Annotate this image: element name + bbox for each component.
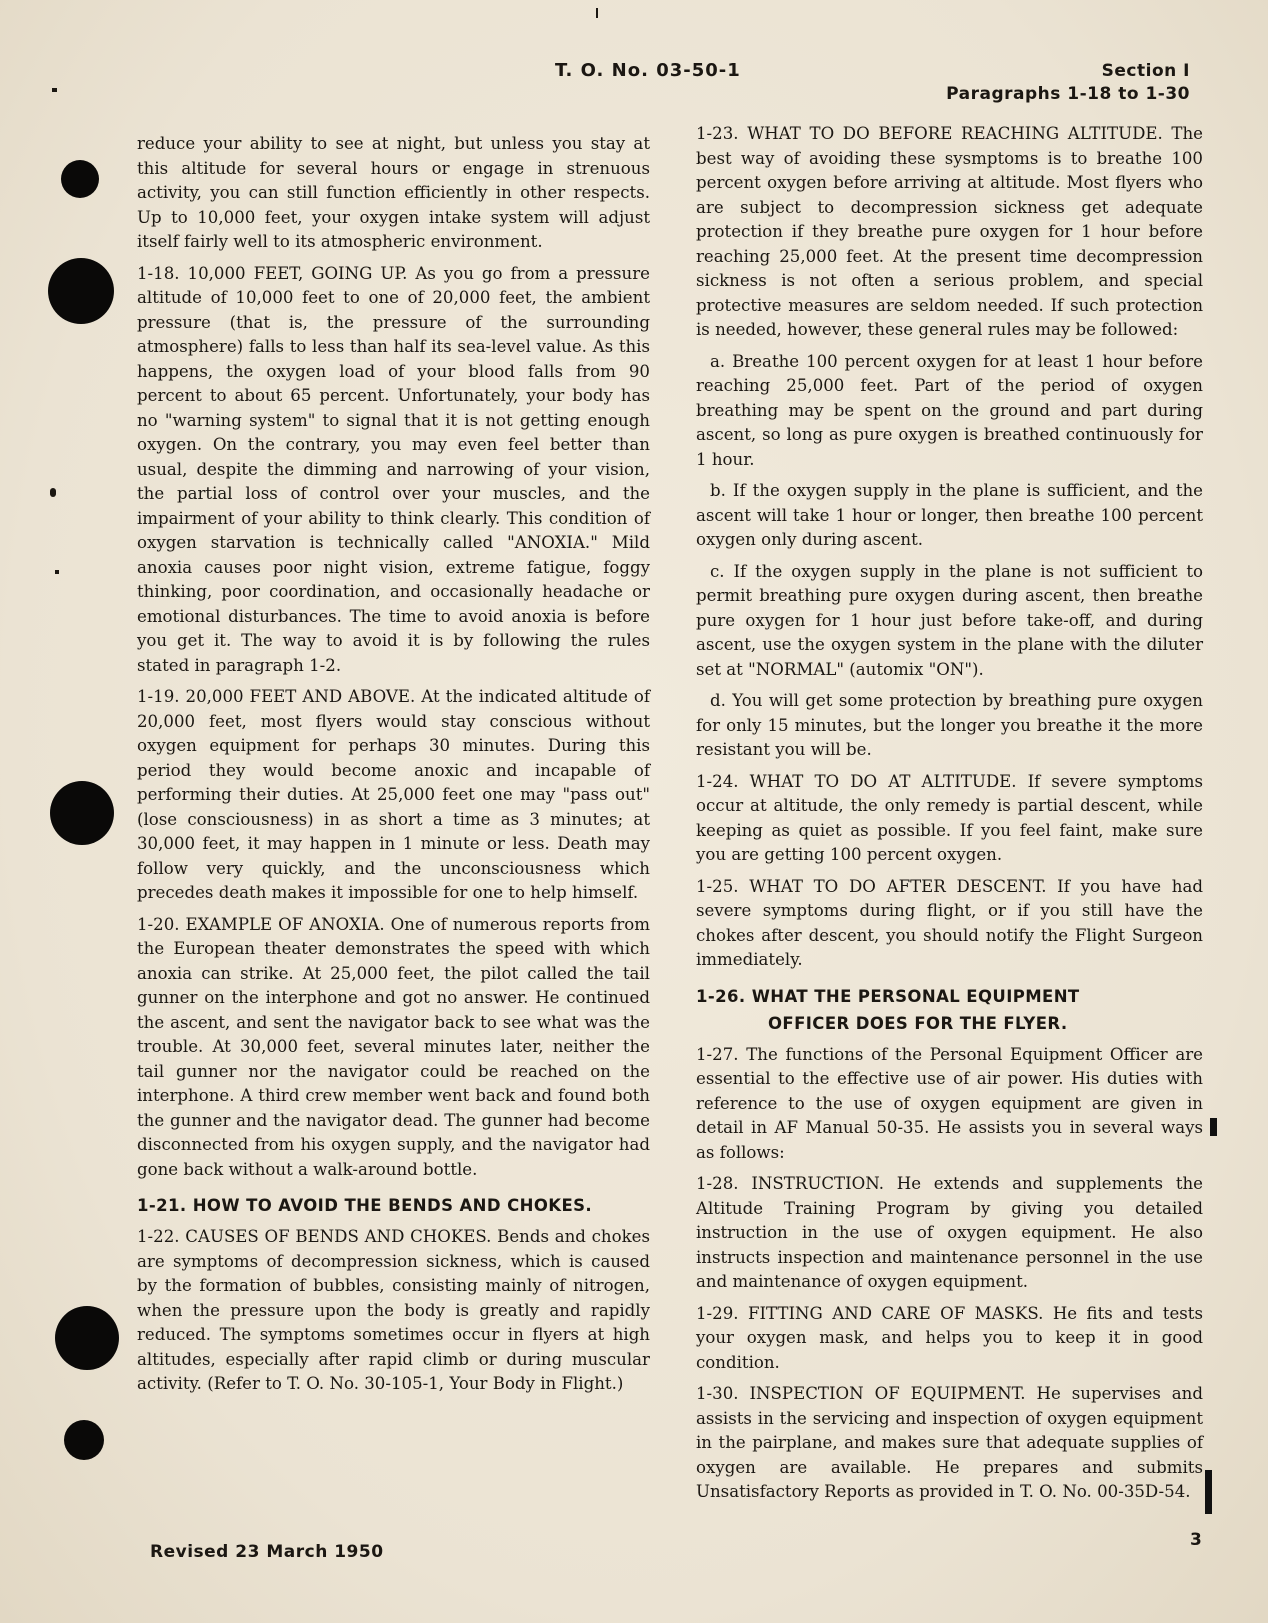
revision-date: Revised 23 March 1950 xyxy=(150,1542,384,1562)
paragraph-1-29: 1-29. FITTING AND CARE OF MASKS. He fits and tests your oxygen mask, and helps you to keep it in good condition. xyxy=(696,1303,1203,1372)
paragraph-1-23: 1-23. WHAT TO DO BEFORE REACHING ALTITUDE. The best way of avoiding these sysmptoms is to breathe 100 percent oxygen before arriving at altitude. Most flyers who are subject to decompression sickness get adequate protection if they breathe pure oxygen for 1 hour before reaching 25,000 feet. At the present time decompression sickness is not often a serious problem, and special protective measures are seldom needed. If such protection is needed, however, these general rules may be followed: xyxy=(696,124,1203,339)
binder-hole xyxy=(48,258,114,324)
scan-speck xyxy=(596,8,598,18)
rule-b: b. If the oxygen supply in the plane is sufficient, and the ascent will take 1 hour or longer, then breathe 100 percent oxygen only during ascent. xyxy=(696,481,1203,549)
paragraph-range: Paragraphs 1-18 to 1-30 xyxy=(946,84,1190,104)
section-header xyxy=(946,60,1190,106)
left-column xyxy=(137,132,650,1404)
scan-speck xyxy=(52,88,57,92)
right-column xyxy=(696,122,1203,1512)
paragraph-1-27: 1-27. The functions of the Personal Equipment Officer are essential to the effective use of air power. His duties with reference to the use of oxygen equipment are given in detail in AF Manual 50-35. He assists you in several ways as follows: xyxy=(696,1044,1203,1162)
paragraph-continued: reduce your ability to see at night, but unless you stay at this altitude for several hours or engage in strenuous activity, you can still function efficiently in other respects. Up to 10,000 feet, your oxygen intake system will adjust itself fairly well to its atmospheric environment. xyxy=(137,134,650,251)
scan-speck xyxy=(50,488,56,497)
change-bar xyxy=(1205,1470,1212,1514)
rule-c: c. If the oxygen supply in the plane is not sufficient to permit breathing pure oxygen during ascent, then breathe pure oxygen for 1 hour just before take-off, and during ascent, use the oxygen system in the plane with the diluter set at "NORMAL" (automix "ON"). xyxy=(696,561,1203,679)
paragraph-1-18: 1-18. 10,000 FEET, GOING UP. As you go from a pressure altitude of 10,000 feet to one of 20,000 feet, the ambient pressure (that is, the pressure of the surrounding atmosphere) falls to less than half its sea-level value. As this happens, the oxygen load of your blood falls from 90 percent to about 65 percent. Unfortunately, your body has no "warning system" to signal that it is not getting enough oxygen. On the contrary, you may even feel better than usual, despite the dimming and narrowing of your vision, the partial loss of control over your muscles, and the impairment of your ability to think clearly. This condition of oxygen starvation is technically called "ANOXIA." Mild anoxia causes poor night vision, extreme fatigue, foggy thinking, poor coordination, and occasionally headache or emotional disturbances. The time to avoid anoxia is before you get it. The way to avoid it is by following the rules stated in paragraph 1-2. xyxy=(137,263,650,675)
binder-hole xyxy=(61,160,99,198)
rule-d: d. You will get some protection by breathing pure oxygen for only 15 minutes, but the longer you breathe it the more resistant you will be. xyxy=(696,691,1203,759)
heading-1-26-line1: 1-26. WHAT THE PERSONAL EQUIPMENT xyxy=(696,986,1080,1006)
paragraph-1-19: 1-19. 20,000 FEET AND ABOVE. At the indicated altitude of 20,000 feet, most flyers would stay conscious without oxygen equipment for perhaps 30 minutes. During this period they would become anoxic and incapable of performing their duties. At 25,000 feet one may "pass out" (lose consciousness) in as short a time as 3 minutes; at 30,000 feet, it may happen in 1 minute or less. Death may follow very quickly, and the unconsciousness which precedes death makes it impossible for one to help himself. xyxy=(137,687,650,902)
paragraph-1-20: 1-20. EXAMPLE OF ANOXIA. One of numerous reports from the European theater demonstrates the speed with which anoxia can strike. At 25,000 feet, the pilot called the tail gunner on the interphone and got no answer. He continued the ascent, and sent the navigator back to see what was the trouble. At 30,000 feet, several minutes later, neither the tail gunner nor the navigator could be reached on the interphone. A third crew member went back and found both the gunner and the navigator dead. The gunner had become disconnected from his oxygen supply, and the navigator had gone back without a walk-around bottle. xyxy=(137,914,650,1179)
document-number: T. O. No. 03-50-1 xyxy=(555,60,741,81)
section-label: Section I xyxy=(1101,61,1190,81)
rule-a: a. Breathe 100 percent oxygen for at least 1 hour before reaching 25,000 feet. Part of the period of oxygen breathing may be spent on the ground and part during ascent, so long as pure oxygen is breathed continuously for 1 hour. xyxy=(696,351,1203,469)
scan-speck xyxy=(55,570,59,574)
heading-1-26-line2: OFFICER DOES FOR THE FLYER. xyxy=(768,1013,1068,1033)
paragraph-1-25: 1-25. WHAT TO DO AFTER DESCENT. If you have had severe symptoms during flight, or if you still have the chokes after descent, you should notify the Flight Surgeon immediately. xyxy=(696,876,1203,969)
paragraph-1-22: 1-22. CAUSES OF BENDS AND CHOKES. Bends and chokes are symptoms of decompression sickness, which is caused by the formation of bubbles, consisting mainly of nitrogen, when the pressure upon the body is greatly and rapidly reduced. The symptoms sometimes occur in flyers at high altitudes, especially after rapid climb or during muscular activity. (Refer to T. O. No. 30-105-1, Your Body in Flight.) xyxy=(137,1227,650,1393)
page-number: 3 xyxy=(1190,1530,1202,1550)
heading-1-26 xyxy=(696,983,1203,1037)
binder-hole xyxy=(64,1420,104,1460)
paragraph-1-28: 1-28. INSTRUCTION. He extends and supplements the Altitude Training Program by giving you detailed instruction in the use of oxygen equipment. He also instructs inspection and maintenance personnel in the use and maintenance of oxygen equipment. xyxy=(696,1174,1203,1291)
paragraph-1-24: 1-24. WHAT TO DO AT ALTITUDE. If severe symptoms occur at altitude, the only remedy is partial descent, while keeping as quiet as possible. If you feel faint, make sure you are getting 100 percent oxygen. xyxy=(696,771,1203,864)
binder-hole xyxy=(50,781,114,845)
paragraph-1-30: 1-30. INSPECTION OF EQUIPMENT. He supervises and assists in the servicing and inspection of oxygen equipment in the pairplane, and makes sure that adequate supplies of oxygen are available. He prepares and submits Unsatisfactory Reports as provided in T. O. No. 00-35D-54. xyxy=(696,1384,1203,1501)
binder-hole xyxy=(55,1306,119,1370)
heading-1-21: 1-21. HOW TO AVOID THE BENDS AND CHOKES. xyxy=(137,1196,593,1215)
change-bar xyxy=(1210,1118,1217,1136)
